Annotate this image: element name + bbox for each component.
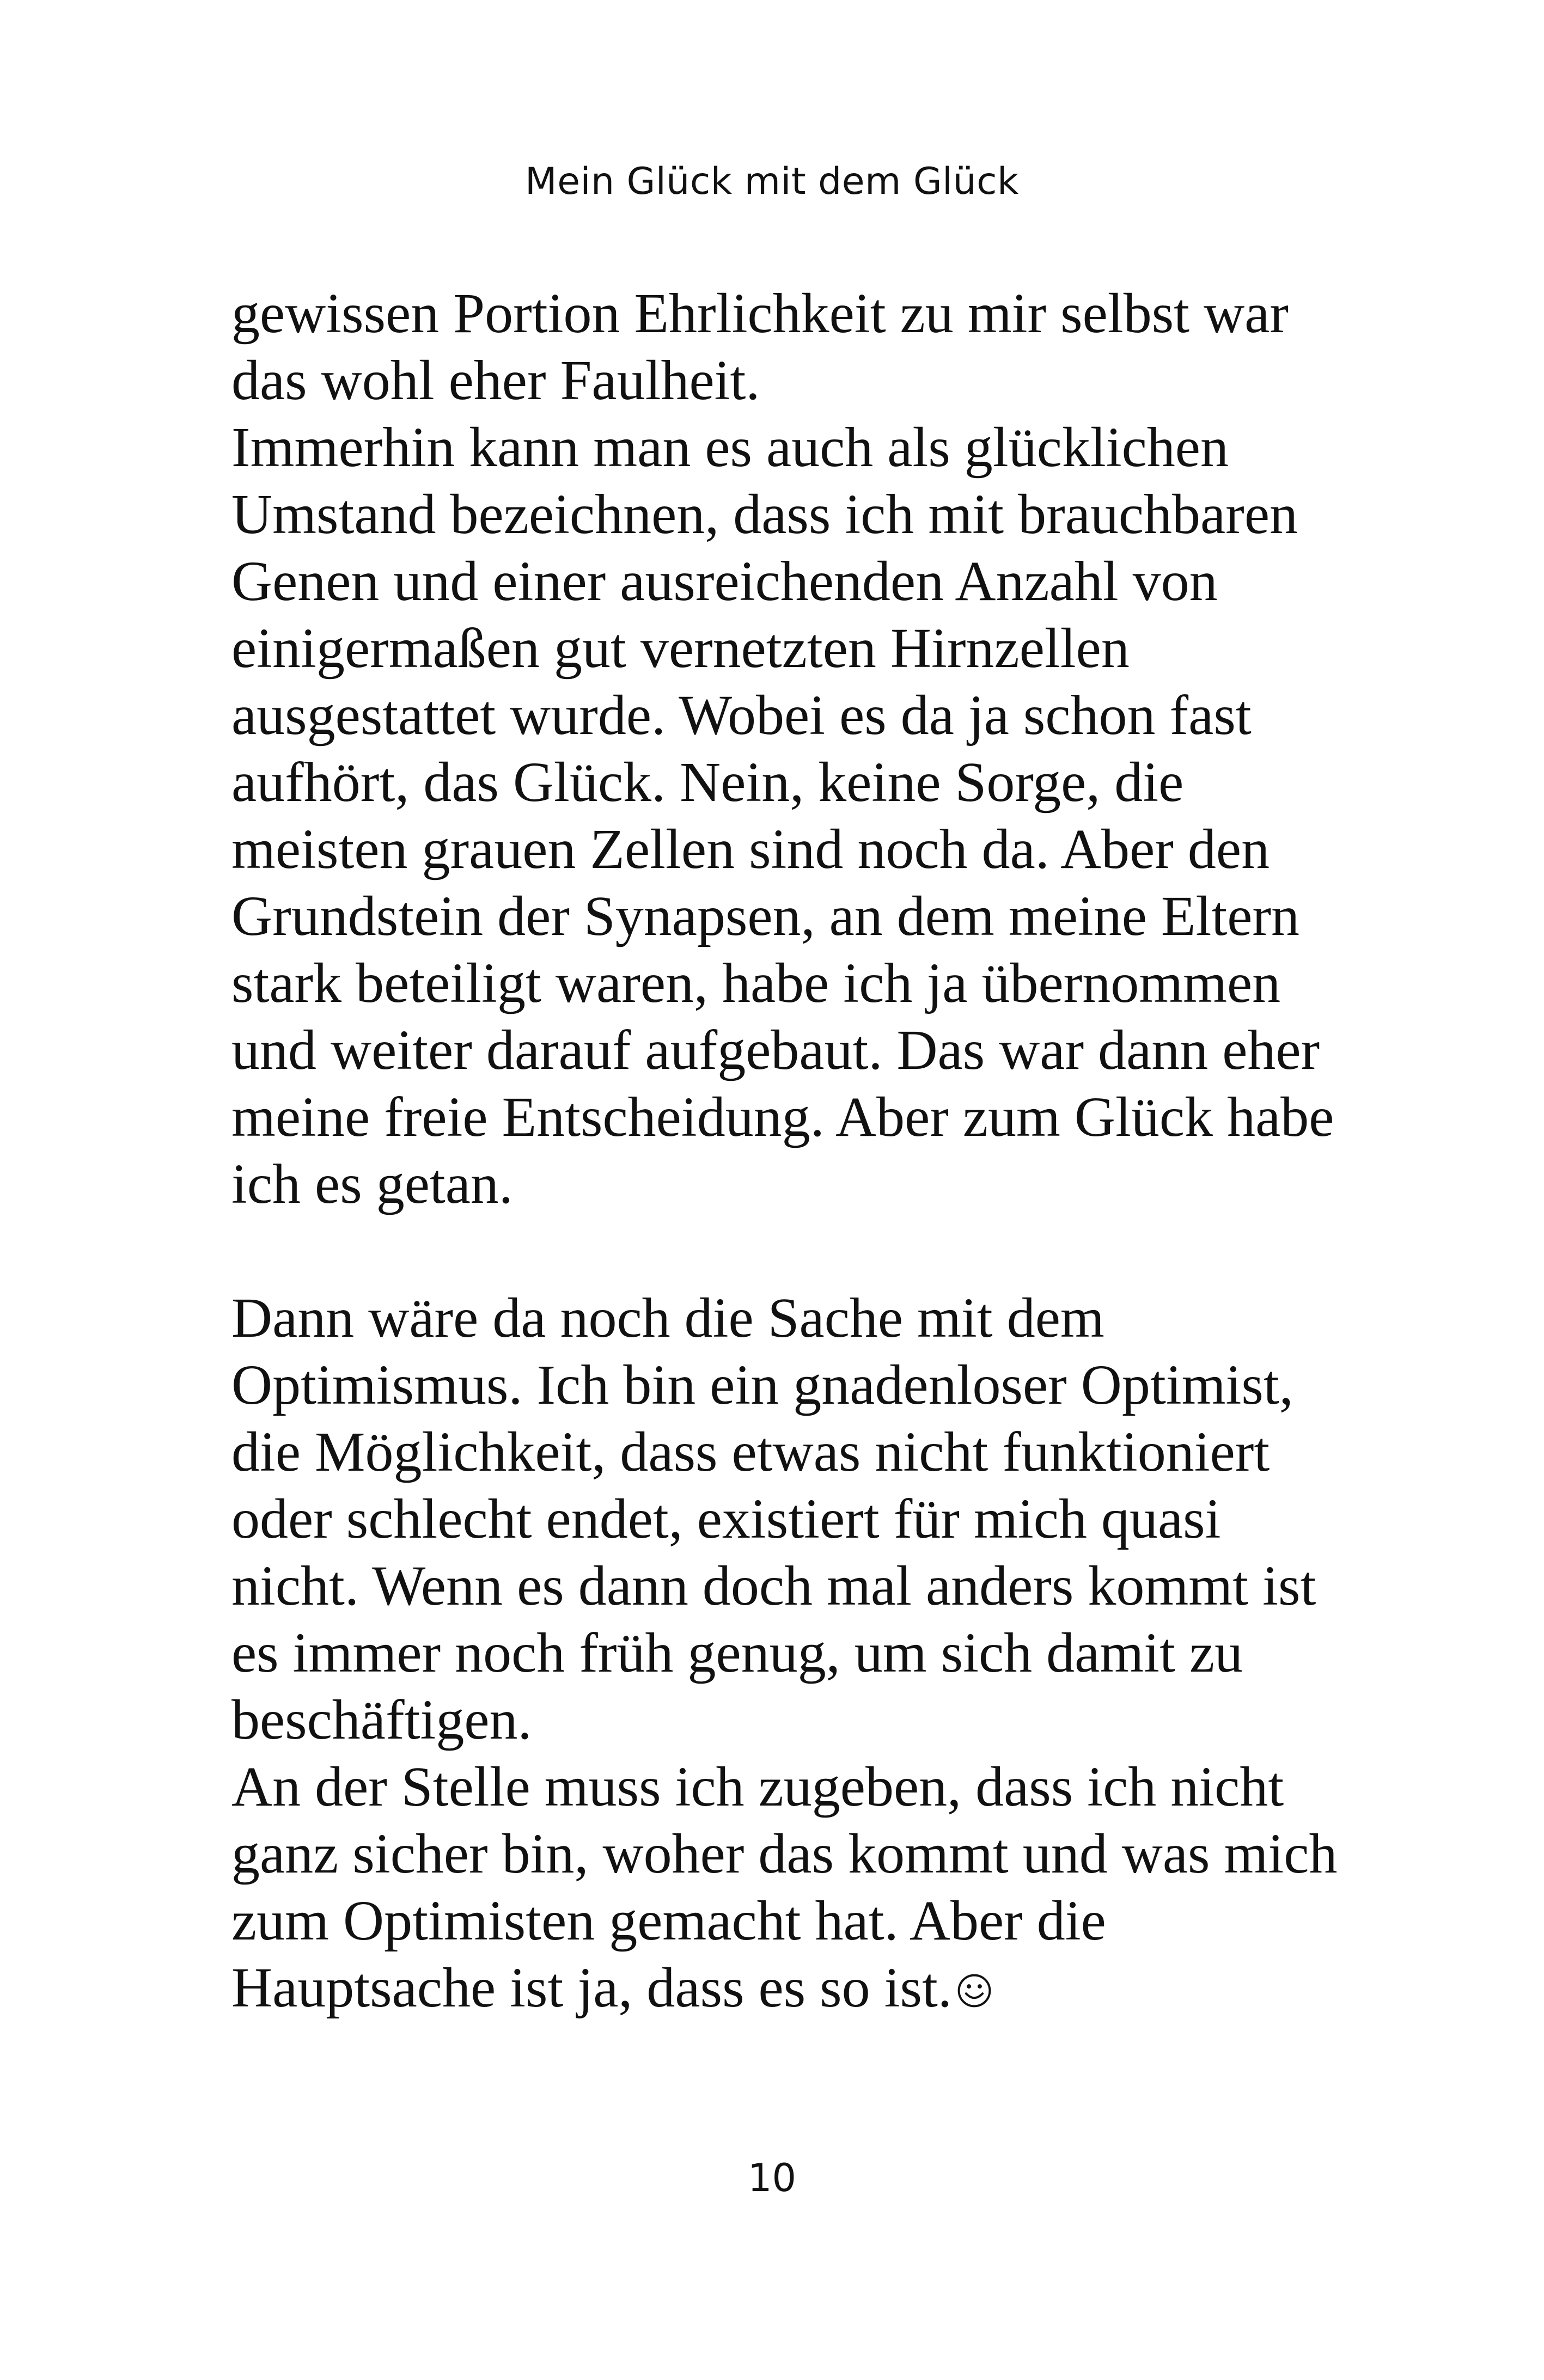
text-line: Genen und einer ausreichenden Anzahl von [231, 550, 1218, 613]
text-line: nicht. Wenn es dann doch mal anders kommt ist [231, 1555, 1316, 1617]
text-line-content: Hauptsache ist ja, dass es so ist. [231, 1956, 952, 2019]
paragraph-2 [231, 414, 1348, 1217]
text-line: Grundstein der Synapsen, an dem meine Eltern [231, 885, 1300, 947]
last-text-line [231, 1954, 1348, 2021]
text-line: meine freie Entscheidung. Aber zum Glück habe [231, 1086, 1334, 1148]
text-line: Immerhin kann man es auch als glücklichen [231, 416, 1229, 479]
text-line: stark beteiligt waren, habe ich ja übernommen [231, 952, 1281, 1014]
text-line: Optimismus. Ich bin ein gnadenloser Optimist, [231, 1354, 1293, 1416]
text-line: Umstand bezeichnen, dass ich mit brauchbaren [231, 483, 1298, 546]
paragraph-gap [231, 1217, 1348, 1284]
smiley-icon [956, 1973, 992, 2009]
text-line: Dann wäre da noch die Sache mit dem [231, 1287, 1104, 1349]
text-line: gewissen Portion Ehrlichkeit zu mir selbst war [231, 282, 1289, 345]
text-line: die Möglichkeit, dass etwas nicht funktioniert [231, 1421, 1270, 1483]
paragraph-3 [231, 1284, 1348, 1753]
page-number: 10 [747, 2156, 797, 2200]
text-line: beschäftigen. [231, 1688, 532, 1751]
paragraph-4 [231, 1753, 1348, 2021]
text-line: und weiter darauf aufgebaut. Das war dann eher [231, 1019, 1320, 1081]
text-line: An der Stelle muss ich zugeben, dass ich nicht [231, 1755, 1284, 1818]
text-line: das wohl eher Faulheit. [231, 349, 760, 412]
text-line: ausgestattet wurde. Wobei es da ja schon fast [231, 684, 1252, 747]
text-line: einigermaßen gut vernetzten Hirnzellen [231, 617, 1130, 680]
text-line: oder schlecht endet, existiert für mich quasi [231, 1488, 1221, 1550]
text-line: aufhört, das Glück. Nein, keine Sorge, die [231, 751, 1184, 813]
running-header: Mein Glück mit dem Glück [525, 160, 1019, 203]
text-line: es immer noch früh genug, um sich damit zu [231, 1622, 1243, 1684]
text-line: ich es getan. [231, 1153, 513, 1215]
text-line: zum Optimisten gemacht hat. Aber die [231, 1889, 1106, 1952]
paragraph-1 [231, 280, 1348, 414]
page-body [231, 280, 1348, 2021]
text-line: meisten grauen Zellen sind noch da. Aber den [231, 818, 1270, 880]
text-line: ganz sicher bin, woher das kommt und was mich [231, 1822, 1338, 1885]
